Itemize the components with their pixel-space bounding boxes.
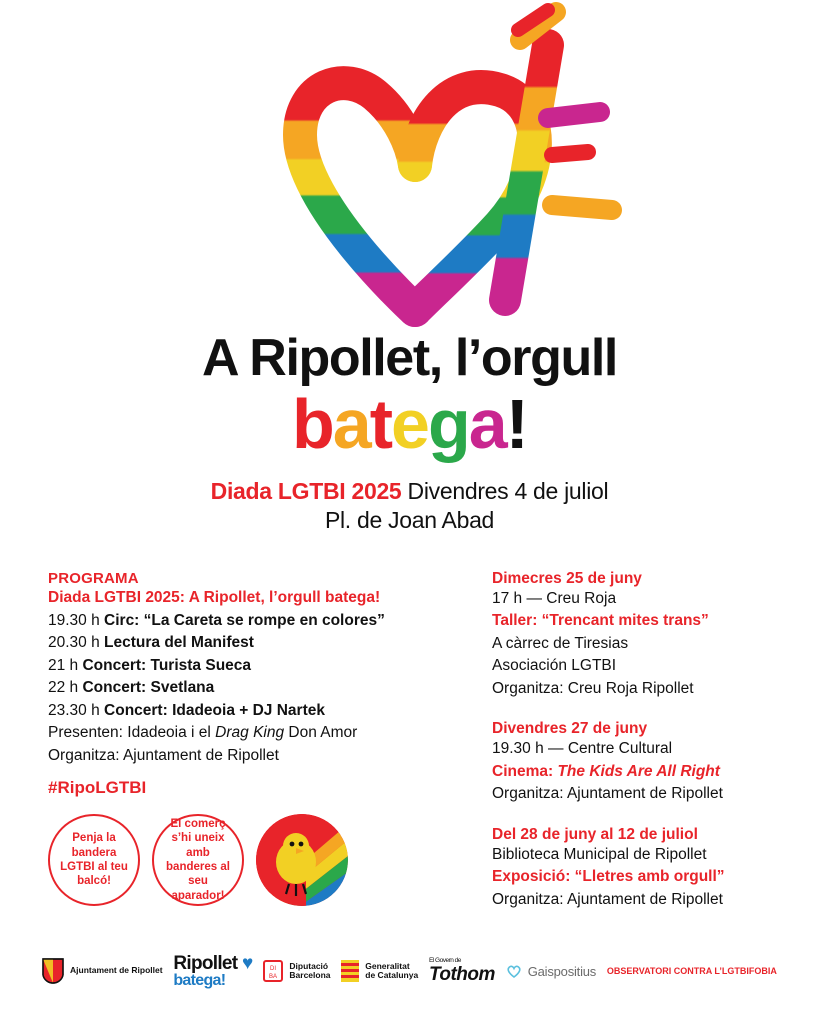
title-letter-3: e xyxy=(391,385,428,463)
program-presenters xyxy=(48,722,470,744)
ripollet-label: Ripollet xyxy=(173,952,238,974)
event-date: Divendres 4 de juliol xyxy=(401,477,609,504)
program-list xyxy=(48,610,470,722)
event-detail: Organitza: Ajuntament de Ripollet xyxy=(492,890,723,908)
generalitat-catalunya-logo xyxy=(341,960,418,982)
govern-label: El Govern de xyxy=(428,956,461,964)
event-title: Taller: “Trencant mites trans” xyxy=(492,612,709,630)
presenters-prefix: Presenten: Idadeoia i el xyxy=(48,724,216,742)
generalitat-label: Generalitat xyxy=(365,960,410,971)
title-letter-0: b xyxy=(292,385,333,463)
program-item-time: 22 h xyxy=(48,679,83,697)
batega-label: batega! xyxy=(173,971,226,989)
event-place: 17 h — Creu Roja xyxy=(492,590,617,607)
hashtag: #RipoLGTBI xyxy=(48,778,147,797)
event-detail: Organitza: Ajuntament de Ripollet xyxy=(492,785,723,803)
title-letter-5: a xyxy=(468,385,506,463)
senyera-icon xyxy=(341,960,359,982)
badge-1-text: Penja la bandera LGTBI al teu balcó! xyxy=(60,832,128,888)
title-line-1: A Ripollet, l’orgull xyxy=(202,329,617,387)
chick-icon xyxy=(256,814,348,906)
observatori-lgtbifobia-logo xyxy=(607,966,777,977)
ajuntament-label: Ajuntament de Ripollet xyxy=(70,965,163,976)
event-place: Biblioteca Municipal de Ripollet xyxy=(492,845,707,863)
program-item-label: Circ: “La Careta se rompe en colores” xyxy=(104,612,385,629)
badges-row xyxy=(48,814,348,906)
program-heading: PROGRAMA xyxy=(48,570,139,587)
events-column xyxy=(470,570,800,931)
title-letter-1: a xyxy=(332,385,370,463)
program-title: Diada LGTBI 2025: A Ripollet, l’orgull batega! xyxy=(48,589,381,606)
tothom-logo xyxy=(429,957,495,986)
event-title: Cinema: The Kids Are All Right xyxy=(492,762,720,780)
program-item-time: 20.30 h xyxy=(48,634,105,652)
heart-outline-icon xyxy=(506,963,522,979)
catalunya-label: de Catalunya xyxy=(365,970,419,981)
gaispositius-label: Gaispositius xyxy=(527,963,597,979)
penja-bandera-badge xyxy=(48,814,140,906)
event-subtitle xyxy=(0,478,819,505)
program-item xyxy=(48,655,470,677)
diputacio-label: Diputació xyxy=(289,960,329,971)
event-date: Divendres 27 de juny xyxy=(492,720,648,738)
event-date: Del 28 de juny al 12 de juliol xyxy=(492,825,698,843)
shield-icon xyxy=(42,958,64,984)
program-item-time: 21 h xyxy=(48,656,83,674)
svg-text:DI: DI xyxy=(270,966,277,973)
program-item xyxy=(48,677,470,699)
event-date: Dimecres 25 de juny xyxy=(492,570,642,587)
program-item-label: Concert: Idadeoia + DJ Nartek xyxy=(104,701,325,719)
program-item xyxy=(48,700,470,722)
presenters-suffix: Don Amor xyxy=(284,724,358,742)
title-letter-4: g xyxy=(427,385,469,463)
poster-title xyxy=(0,329,819,463)
event-detail: Organitza: Creu Roja Ripollet xyxy=(492,679,694,697)
observatori-label: OBSERVATORI CONTRA L’LGTBIFOBIA xyxy=(606,965,777,976)
program-organizer: Organitza: Ajuntament de Ripollet xyxy=(48,746,279,764)
event-detail: A càrrec de Tiresias xyxy=(492,634,629,652)
title-letter-6: ! xyxy=(505,385,527,463)
title-line-2 xyxy=(0,385,819,463)
program-item-time: 23.30 h xyxy=(48,701,105,719)
title-letter-2: t xyxy=(369,385,392,463)
event-block xyxy=(492,570,800,700)
badge-2-text: El comerç s’hi uneix amb banderes al seu aparador! xyxy=(166,817,230,902)
comerc-banderes-badge xyxy=(152,814,244,906)
event-place: 19.30 h — Centre Cultural xyxy=(492,740,673,758)
program-item-label: Lectura del Manifest xyxy=(104,634,254,652)
presenters-italic: Drag King xyxy=(215,724,285,742)
events-list xyxy=(492,570,800,911)
ripollet-batega-logo: Ripollet ♥ batega! xyxy=(173,952,253,989)
rainbow-heart-pulse-icon xyxy=(0,0,819,330)
tothom-label: Tothom xyxy=(428,963,495,985)
event-block xyxy=(492,826,800,911)
event-title: Exposició: “Lletres amb orgull” xyxy=(492,868,725,886)
chick-rainbow-badge xyxy=(256,814,348,906)
program-item-time: 19.30 h xyxy=(48,612,105,629)
event-name: Diada LGTBI 2025 xyxy=(210,477,402,504)
diputacio-barcelona-logo xyxy=(263,960,330,982)
hero-graphic xyxy=(0,0,819,330)
barcelona-label: Barcelona xyxy=(289,970,331,981)
svg-text:BA: BA xyxy=(269,974,278,981)
gaispositius-logo xyxy=(506,963,596,979)
event-block xyxy=(492,720,800,805)
program-item xyxy=(48,632,470,654)
event-location: Pl. de Joan Abad xyxy=(324,506,495,533)
event-detail: Asociación LGTBI xyxy=(492,657,617,675)
ajuntament-ripollet-logo xyxy=(42,958,163,984)
footer-logos xyxy=(0,952,819,989)
program-item-label: Concert: Turista Sueca xyxy=(82,656,252,674)
diba-icon xyxy=(263,960,283,982)
program-item-label: Concert: Svetlana xyxy=(82,679,215,697)
program-item xyxy=(48,610,470,632)
